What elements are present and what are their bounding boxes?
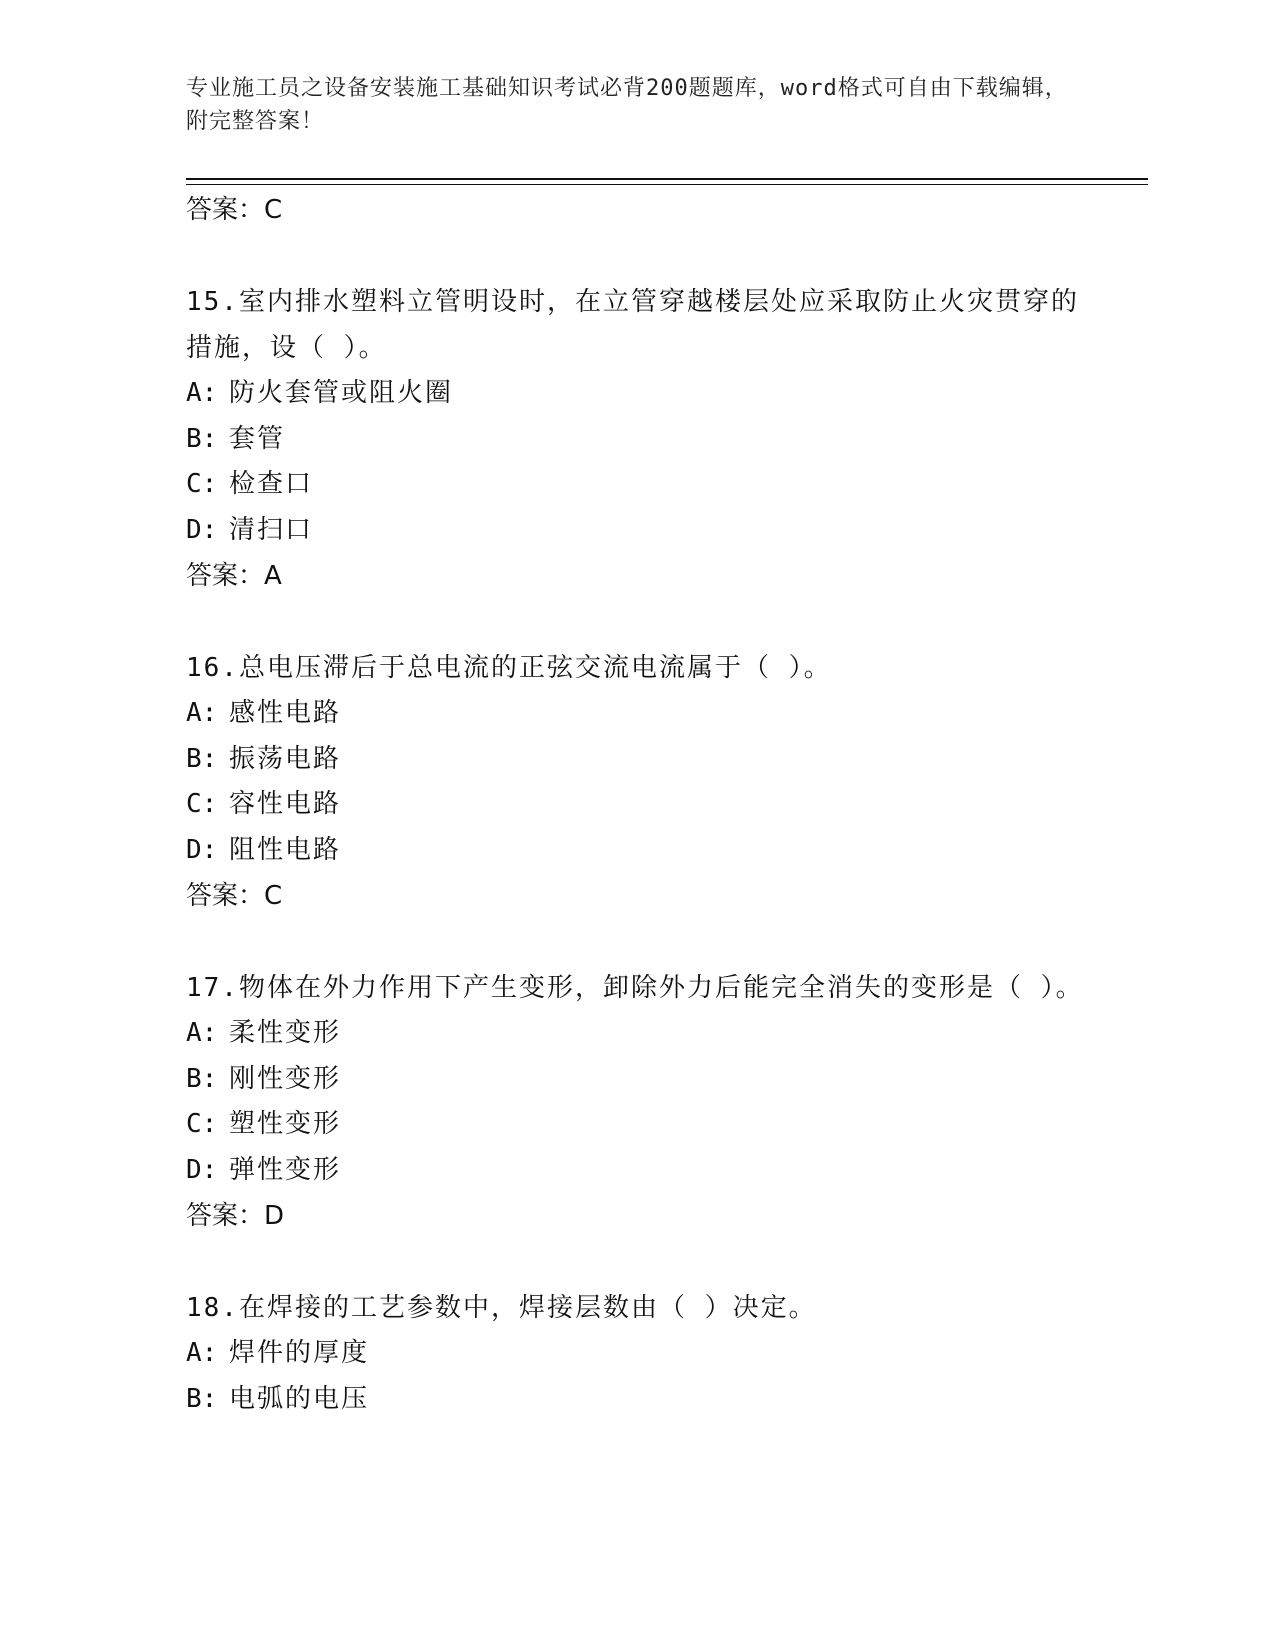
option-text: 弹性变形 xyxy=(229,1154,342,1185)
option-text: 振荡电路 xyxy=(229,743,342,774)
option-text: 容性电路 xyxy=(229,789,342,819)
option-b xyxy=(186,1377,1086,1423)
answer-line: 答案：A xyxy=(186,561,282,591)
option-a xyxy=(186,691,1086,737)
option-key: D: xyxy=(186,514,218,545)
question-text: 16.总电压滞后于总电流的正弦交流电流属于（ ）。 xyxy=(186,653,832,683)
option-key: A: xyxy=(186,378,218,408)
question-block xyxy=(186,599,1086,919)
option-key: C: xyxy=(186,469,218,499)
option-key: B: xyxy=(186,743,218,774)
option-text: 塑性变形 xyxy=(229,1109,342,1139)
option-text: 清扫口 xyxy=(229,514,314,545)
question-block xyxy=(186,233,1086,599)
option-text: 焊件的厚度 xyxy=(229,1338,370,1368)
option-key: B: xyxy=(186,1383,218,1414)
option-text: 检查口 xyxy=(229,469,314,499)
question-text: 15.室内排水塑料立管明设时，在立管穿越楼层处应采取防止火灾贯穿的措施，设（ ）。 xyxy=(186,287,1079,363)
option-c xyxy=(186,782,1086,828)
question-block xyxy=(186,919,1086,1239)
option-a xyxy=(186,1331,1086,1377)
option-key: D: xyxy=(186,1154,218,1185)
option-b xyxy=(186,1057,1086,1103)
header-rule-thin xyxy=(186,184,1148,185)
answer-line: 答案：C xyxy=(186,195,283,225)
option-text: 刚性变形 xyxy=(229,1063,342,1094)
option-a xyxy=(186,1011,1086,1057)
option-key: C: xyxy=(186,1109,218,1139)
option-key: C: xyxy=(186,789,218,819)
option-d xyxy=(186,508,1086,554)
option-c xyxy=(186,462,1086,508)
question-text: 18.在焊接的工艺参数中，焊接层数由（ ）决定。 xyxy=(186,1293,817,1323)
option-key: B: xyxy=(186,423,218,454)
header-rule-thick xyxy=(186,178,1148,180)
answer-line: 答案：C xyxy=(186,881,283,911)
option-text: 套管 xyxy=(229,423,286,454)
option-text: 防火套管或阻火圈 xyxy=(229,378,454,408)
option-a xyxy=(186,371,1086,417)
option-text: 柔性变形 xyxy=(229,1018,342,1048)
option-key: A: xyxy=(186,1338,218,1368)
option-text: 感性电路 xyxy=(229,698,342,728)
answer-line: 答案：D xyxy=(186,1201,285,1231)
option-text: 阻性电路 xyxy=(229,834,342,865)
option-d xyxy=(186,1148,1086,1194)
option-b xyxy=(186,417,1086,463)
document-header: 专业施工员之设备安装施工基础知识考试必背200题题库，word格式可自由下载编辑，附完整答案！ xyxy=(186,76,1068,134)
option-key: D: xyxy=(186,834,218,865)
option-key: A: xyxy=(186,1018,218,1048)
option-c xyxy=(186,1102,1086,1148)
option-d xyxy=(186,828,1086,874)
question-text: 17.物体在外力作用下产生变形，卸除外力后能完全消失的变形是（ ）。 xyxy=(186,973,1084,1003)
question-list xyxy=(186,187,1086,1422)
option-b xyxy=(186,737,1086,783)
question-block xyxy=(186,1239,1086,1422)
option-key: A: xyxy=(186,698,218,728)
option-text: 电弧的电压 xyxy=(229,1383,370,1414)
option-key: B: xyxy=(186,1063,218,1094)
